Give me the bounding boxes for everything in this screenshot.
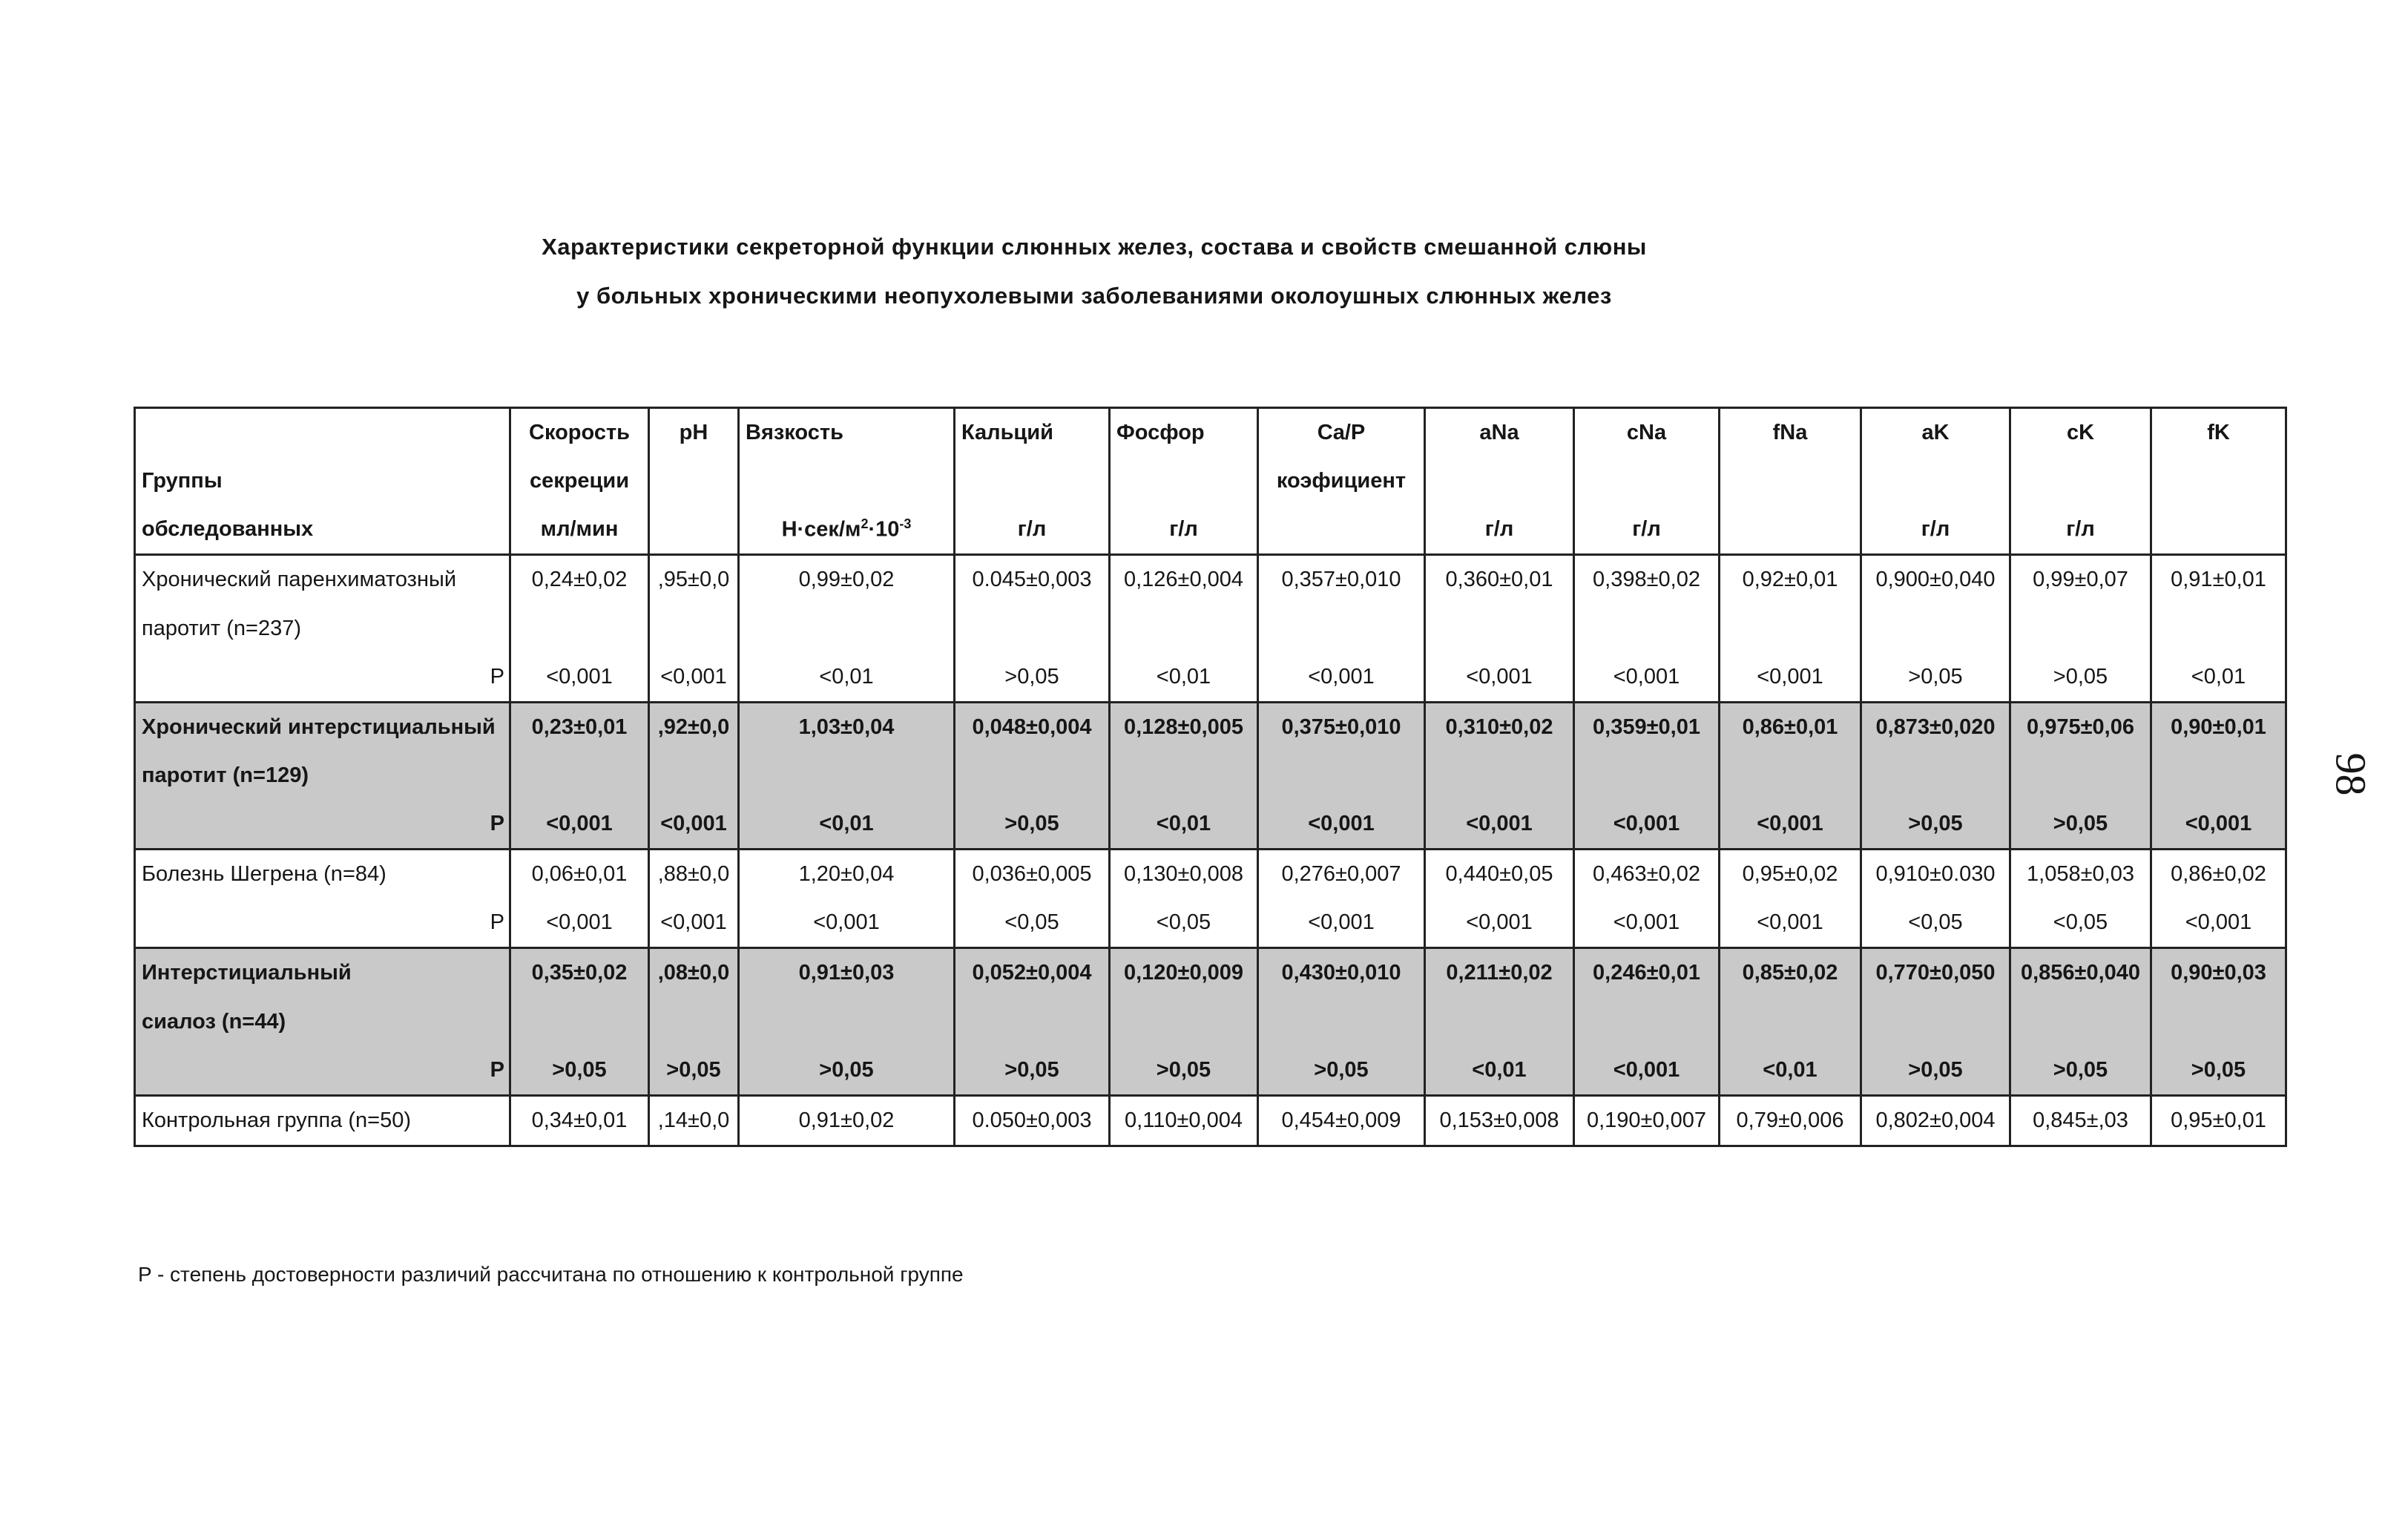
table-cell: 1,20±0,04 xyxy=(739,850,955,899)
p-cell: <0,01 xyxy=(1720,1046,1861,1096)
table-cell: 0,190±0,007 xyxy=(1574,1095,1720,1146)
group-name-cont: сиалоз (n=44) xyxy=(135,998,510,1046)
table-cell: 0,910±0.030 xyxy=(1861,850,2010,899)
table-cell: ,95±0,0 xyxy=(649,555,739,605)
col-header-fna-2 xyxy=(1720,457,1861,505)
p-row xyxy=(135,1046,2286,1096)
group-name-cont: паротит (n=237) xyxy=(135,605,510,653)
p-cell: <0,01 xyxy=(1110,653,1258,703)
table-cell: 0.050±0,003 xyxy=(955,1095,1110,1146)
col-header-calcium: Кальций xyxy=(955,408,1110,458)
page-title xyxy=(0,223,2188,321)
p-cell: <0,05 xyxy=(1861,899,2010,948)
table-cell: 0,90±0,03 xyxy=(2151,948,2286,998)
p-cell: <0,001 xyxy=(1258,899,1425,948)
p-cell: >0,05 xyxy=(955,1046,1110,1096)
p-cell: <0,001 xyxy=(1720,899,1861,948)
table-cell: 0,86±0,02 xyxy=(2151,850,2286,899)
table-cell: 0,128±0,005 xyxy=(1110,702,1258,752)
col-header-phosphorus-2 xyxy=(1110,457,1258,505)
p-cell: <0,001 xyxy=(2151,800,2286,850)
unit-ca-p xyxy=(1258,505,1425,555)
table-cell: 0,276±0,007 xyxy=(1258,850,1425,899)
p-cell: >0,05 xyxy=(955,800,1110,850)
p-cell: >0,05 xyxy=(649,1046,739,1096)
col-header-viscosity: Вязкость xyxy=(739,408,955,458)
col-header-ck-2 xyxy=(2010,457,2151,505)
table-row xyxy=(135,998,2286,1046)
group-name: Хронический интерстициальный xyxy=(135,702,510,752)
p-row xyxy=(135,800,2286,850)
table-cell: ,08±0,0 xyxy=(649,948,739,998)
table-cell: 0,770±0,050 xyxy=(1861,948,2010,998)
unit-ph xyxy=(649,505,739,555)
group-name: Хронический паренхиматозный xyxy=(135,555,510,605)
table-row xyxy=(135,605,2286,653)
p-cell: >0,05 xyxy=(2010,1046,2151,1096)
p-cell: <0,001 xyxy=(1574,899,1720,948)
table-cell: 0,440±0,05 xyxy=(1425,850,1574,899)
header-row-3 xyxy=(135,505,2286,555)
table-cell: 0,357±0,010 xyxy=(1258,555,1425,605)
table-cell: 0.045±0,003 xyxy=(955,555,1110,605)
p-cell: >0,05 xyxy=(955,653,1110,703)
p-cell: <0,001 xyxy=(649,899,739,948)
p-cell: <0,05 xyxy=(2010,899,2151,948)
p-cell: >0,05 xyxy=(1258,1046,1425,1096)
table-cell: 1,03±0,04 xyxy=(739,702,955,752)
table-cell: 0,360±0,01 xyxy=(1425,555,1574,605)
p-cell: <0,001 xyxy=(649,800,739,850)
table-cell: 0,35±0,02 xyxy=(510,948,649,998)
table-cell: 0,153±0,008 xyxy=(1425,1095,1574,1146)
col-header-ak: aK xyxy=(1861,408,2010,458)
footnote: P - степень достоверности различий рассчитана по отношению к контрольной группе xyxy=(138,1263,964,1286)
table-cell: 0,86±0,01 xyxy=(1720,702,1861,752)
p-cell: >0,05 xyxy=(2151,1046,2286,1096)
table-cell: 1,058±0,03 xyxy=(2010,850,2151,899)
unit-rate: мл/мин xyxy=(510,505,649,555)
col-header-ana: aNa xyxy=(1425,408,1574,458)
table-cell: 0,845±,03 xyxy=(2010,1095,2151,1146)
table-cell: 0,802±0,004 xyxy=(1861,1095,2010,1146)
table-row xyxy=(135,1095,2286,1146)
results-table xyxy=(134,407,2287,1147)
p-cell: <0,01 xyxy=(739,653,955,703)
header-group-label-1: Группы xyxy=(135,457,510,505)
table-cell: ,92±0,0 xyxy=(649,702,739,752)
table-cell: 0,99±0,02 xyxy=(739,555,955,605)
unit-phosphorus: г/л xyxy=(1110,505,1258,555)
col-header-ph-2 xyxy=(649,457,739,505)
table-cell: 0,120±0,009 xyxy=(1110,948,1258,998)
table-cell: 0,126±0,004 xyxy=(1110,555,1258,605)
col-header-fk-2 xyxy=(2151,457,2286,505)
group-name: Контрольная группа (n=50) xyxy=(135,1095,510,1146)
p-label: P xyxy=(135,899,510,948)
p-cell: <0,001 xyxy=(510,899,649,948)
table-cell: 0,359±0,01 xyxy=(1574,702,1720,752)
table-cell: ,14±0,0 xyxy=(649,1095,739,1146)
table-cell: 0,23±0,01 xyxy=(510,702,649,752)
p-cell: <0,001 xyxy=(1425,899,1574,948)
p-cell: >0,05 xyxy=(1861,653,2010,703)
p-cell: <0,001 xyxy=(649,653,739,703)
p-cell: <0,001 xyxy=(1574,653,1720,703)
unit-ana: г/л xyxy=(1425,505,1574,555)
col-header-cna: cNa xyxy=(1574,408,1720,458)
table-cell: 0,430±0,010 xyxy=(1258,948,1425,998)
p-label: P xyxy=(135,1046,510,1096)
col-header-ca-p: Ca/P xyxy=(1258,408,1425,458)
col-header-fna: fNa xyxy=(1720,408,1861,458)
group-name-cont: паротит (n=129) xyxy=(135,752,510,800)
table-cell: 0,246±0,01 xyxy=(1574,948,1720,998)
unit-fna xyxy=(1720,505,1861,555)
page-number: 98 xyxy=(2326,752,2375,796)
table-cell: 0,85±0,02 xyxy=(1720,948,1861,998)
col-header-phosphorus: Фосфор xyxy=(1110,408,1258,458)
table-cell: 0,95±0,02 xyxy=(1720,850,1861,899)
col-header-fk: fK xyxy=(2151,408,2286,458)
p-cell: <0,001 xyxy=(2151,899,2286,948)
table-cell: 0,95±0,01 xyxy=(2151,1095,2286,1146)
col-header-ana-2 xyxy=(1425,457,1574,505)
table-cell: 0,900±0,040 xyxy=(1861,555,2010,605)
p-cell: >0,05 xyxy=(510,1046,649,1096)
header-group-label-2: обследованных xyxy=(135,505,510,555)
p-cell: <0,05 xyxy=(955,899,1110,948)
table-cell: 0,211±0,02 xyxy=(1425,948,1574,998)
p-label: P xyxy=(135,800,510,850)
table-cell: ,88±0,0 xyxy=(649,850,739,899)
table-cell: 0,036±0,005 xyxy=(955,850,1110,899)
p-cell: <0,001 xyxy=(1258,653,1425,703)
p-cell: <0,001 xyxy=(1574,1046,1720,1096)
p-cell: <0,001 xyxy=(1425,800,1574,850)
p-cell: <0,01 xyxy=(2151,653,2286,703)
table-cell: 0,91±0,03 xyxy=(739,948,955,998)
p-label: P xyxy=(135,653,510,703)
unit-ak: г/л xyxy=(1861,505,2010,555)
p-cell: <0,001 xyxy=(739,899,955,948)
table-row xyxy=(135,948,2286,998)
table-cell: 0,06±0,01 xyxy=(510,850,649,899)
p-cell: >0,05 xyxy=(1110,1046,1258,1096)
table-cell: 0,375±0,010 xyxy=(1258,702,1425,752)
p-row xyxy=(135,899,2286,948)
unit-calcium: г/л xyxy=(955,505,1110,555)
p-cell: >0,05 xyxy=(1861,1046,2010,1096)
col-header-ak-2 xyxy=(1861,457,2010,505)
col-header-ph: pH xyxy=(649,408,739,458)
p-cell: <0,001 xyxy=(1720,653,1861,703)
p-cell: <0,01 xyxy=(1425,1046,1574,1096)
table-cell: 0,24±0,02 xyxy=(510,555,649,605)
p-cell: >0,05 xyxy=(2010,800,2151,850)
table-cell: 0,34±0,01 xyxy=(510,1095,649,1146)
p-cell: >0,05 xyxy=(739,1046,955,1096)
p-cell: <0,001 xyxy=(1258,800,1425,850)
table-cell: 0,048±0,004 xyxy=(955,702,1110,752)
table-cell: 0,130±0,008 xyxy=(1110,850,1258,899)
table-cell: 0,310±0,02 xyxy=(1425,702,1574,752)
table-row xyxy=(135,555,2286,605)
table-cell: 0,398±0,02 xyxy=(1574,555,1720,605)
table-cell: 0,90±0,01 xyxy=(2151,702,2286,752)
col-header-ca-p-2: коэфициент xyxy=(1258,457,1425,505)
p-cell: >0,05 xyxy=(2010,653,2151,703)
unit-viscosity: $Н\cdot сек/м^2\cdot 10^{-3}$ xyxy=(739,505,955,555)
table-cell: 0,856±0,040 xyxy=(2010,948,2151,998)
p-cell: <0,01 xyxy=(739,800,955,850)
table-cell: 0,99±0,07 xyxy=(2010,555,2151,605)
unit-fk xyxy=(2151,505,2286,555)
table-row xyxy=(135,702,2286,752)
p-row xyxy=(135,653,2286,703)
table-row xyxy=(135,752,2286,800)
group-name: Интерстициальный xyxy=(135,948,510,998)
title-line-1: Характеристики секреторной функции слюнных желез, состава и свойств смешанной слюны xyxy=(542,234,1647,260)
p-cell: >0,05 xyxy=(1861,800,2010,850)
p-cell: <0,05 xyxy=(1110,899,1258,948)
header-row-1 xyxy=(135,408,2286,458)
col-header-calcium-2 xyxy=(955,457,1110,505)
p-cell: <0,01 xyxy=(1110,800,1258,850)
table-cell: 0,873±0,020 xyxy=(1861,702,2010,752)
table-cell: 0,975±0,06 xyxy=(2010,702,2151,752)
p-cell: <0,001 xyxy=(510,800,649,850)
table-cell: 0,110±0,004 xyxy=(1110,1095,1258,1146)
col-header-ck: cK xyxy=(2010,408,2151,458)
p-cell: <0,001 xyxy=(1720,800,1861,850)
table-cell: 0,463±0,02 xyxy=(1574,850,1720,899)
p-cell: <0,001 xyxy=(510,653,649,703)
table-cell: 0,052±0,004 xyxy=(955,948,1110,998)
col-header-rate-2: секреции xyxy=(510,457,649,505)
table-cell: 0,91±0,02 xyxy=(739,1095,955,1146)
table-cell: 0,454±0,009 xyxy=(1258,1095,1425,1146)
unit-cna: г/л xyxy=(1574,505,1720,555)
title-line-2: у больных хроническими неопухолевыми заболеваниями околоушных слюнных желез xyxy=(576,283,1612,309)
unit-ck: г/л xyxy=(2010,505,2151,555)
col-header-viscosity-2 xyxy=(739,457,955,505)
header-row-2 xyxy=(135,457,2286,505)
header-group-cell xyxy=(135,408,510,458)
table-cell: 0,91±0,01 xyxy=(2151,555,2286,605)
table-cell: 0,79±0,006 xyxy=(1720,1095,1861,1146)
table-row xyxy=(135,850,2286,899)
table-cell: 0,92±0,01 xyxy=(1720,555,1861,605)
p-cell: <0,001 xyxy=(1574,800,1720,850)
p-cell: <0,001 xyxy=(1425,653,1574,703)
col-header-cna-2 xyxy=(1574,457,1720,505)
group-name: Болезнь Шегрена (n=84) xyxy=(135,850,510,899)
col-header-rate: Скорость xyxy=(510,408,649,458)
